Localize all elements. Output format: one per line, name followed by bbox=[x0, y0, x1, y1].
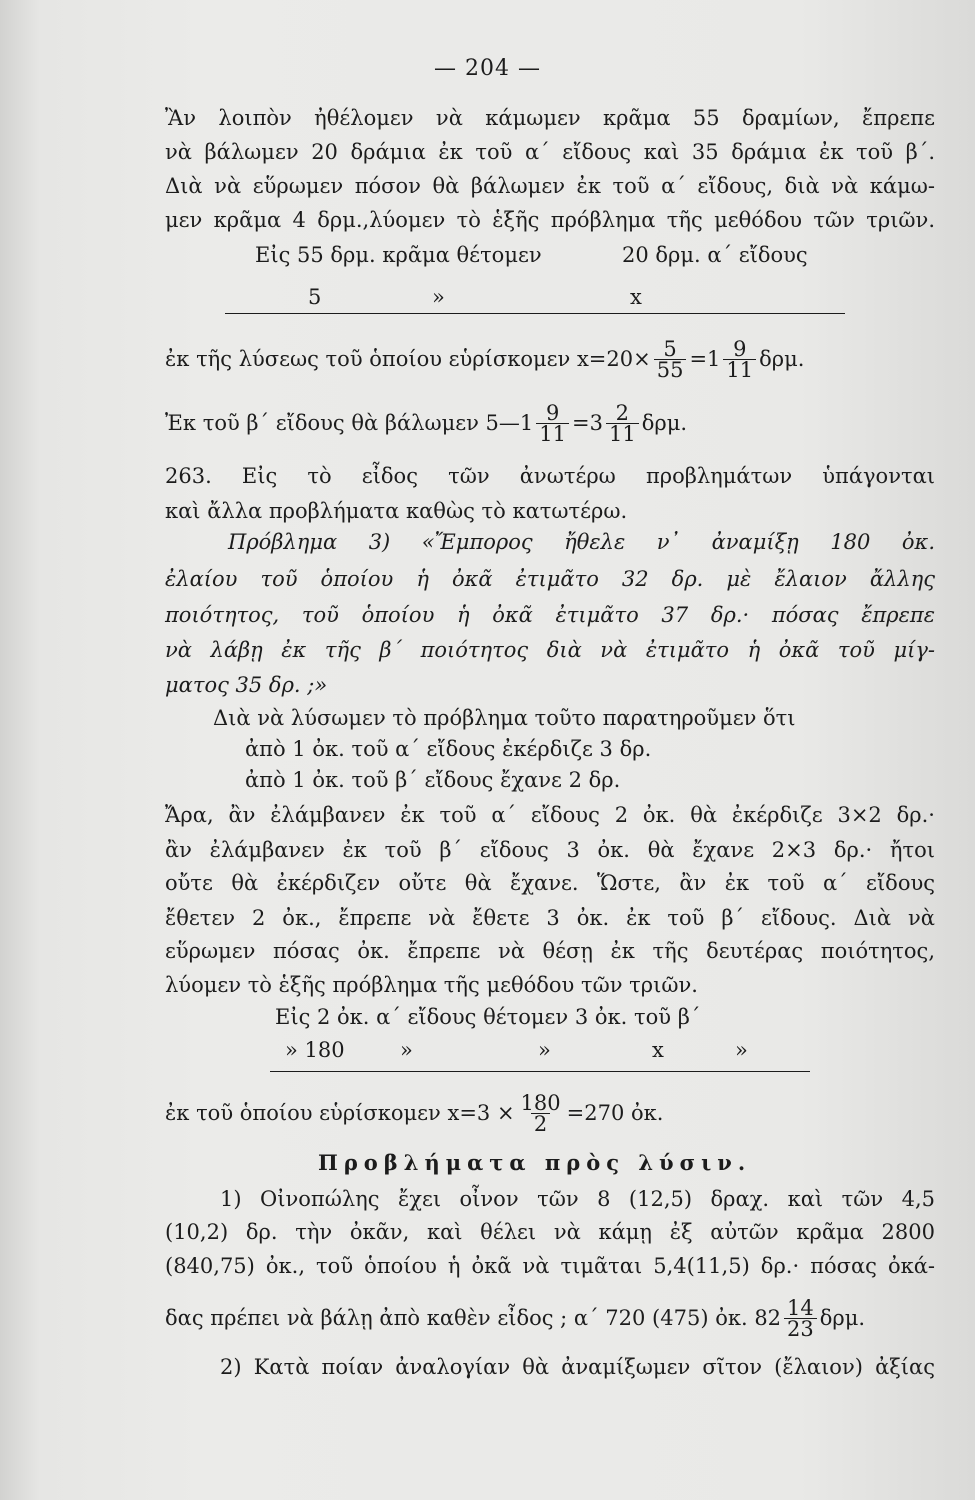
text-line: μεν κρᾶμα 4 δρμ.,λύομεν τὸ ἑξῆς πρόβλημα τῆς μεθόδου τῶν τριῶν. bbox=[165, 208, 935, 232]
fraction bbox=[723, 336, 756, 382]
fraction bbox=[536, 400, 569, 446]
proportion-ditto: » bbox=[432, 285, 445, 309]
exercise-line: (840,75) ὀκ., τοῦ ὁποίου ἡ ὀκᾶ νὰ τιμᾶται 5,4(11,5) δρ.· πόσας ὀκά- bbox=[165, 1254, 935, 1278]
text-line: Διὰ νὰ λύσωμεν τὸ πρόβλημα τοῦτο παρατηροῦμεν ὅτι bbox=[213, 706, 796, 730]
denominator: 2 bbox=[531, 1113, 550, 1134]
text-line: Διὰ νὰ εὕρωμεν πόσον θὰ βάλωμεν ἐκ τοῦ α΄ εἴδους, διὰ νὰ κάμω- bbox=[165, 174, 935, 198]
problem-line: Πρόβλημα 3) «Ἔμπορος ἤθελε ν᾿ ἀναμίξῃ 180 ὀκ. bbox=[228, 530, 935, 554]
unit-text: δρμ. bbox=[819, 1306, 866, 1330]
text-line: νὰ βάλωμεν 20 δράμια ἐκ τοῦ α΄ εἴδους καὶ 35 δράμια ἐκ τοῦ β΄. bbox=[165, 140, 935, 164]
proportion-setup-line: 20 δρμ. α΄ εἴδους bbox=[622, 243, 808, 267]
observation-line: ἀπὸ 1 ὀκ. τοῦ β΄ εἴδους ἔχανε 2 δρ. bbox=[245, 768, 621, 792]
exercise-text: δας πρέπει νὰ βάλῃ ἀπὸ καθὲν εἶδος ; α΄ 720 (475) ὀκ. 82 bbox=[165, 1306, 782, 1330]
denominator: 55 bbox=[654, 359, 687, 380]
text-line: Ἄρα, ἂν ἐλάμβανεν ἐκ τοῦ α΄ εἴδους 2 ὀκ. θὰ ἐκέρδιζε 3×2 δρ.· bbox=[165, 803, 935, 827]
text-line: καὶ ἄλλα προβλήματα καθὼς τὸ κατωτέρω. bbox=[165, 499, 628, 523]
equation-text: ἐκ τῆς λύσεως τοῦ ὁποίου εὑρίσκομεν x=20× bbox=[165, 347, 651, 371]
text-line: Ἂν λοιπὸν ἠθέλομεν νὰ κάμωμεν κρᾶμα 55 δραμίων, ἔπρεπε bbox=[165, 106, 935, 130]
equation-line bbox=[165, 334, 935, 384]
equation-text: =1 bbox=[689, 347, 721, 371]
text-line: λύομεν τὸ ἑξῆς πρόβλημα τῆς μεθόδου τῶν τριῶν. bbox=[165, 973, 698, 997]
observation-line: ἀπὸ 1 ὀκ. τοῦ α΄ εἴδους ἐκέρδιζε 3 δρ. bbox=[245, 737, 652, 761]
exercise-line: 2) Κατὰ ποίαν ἀναλογίαν θὰ ἀναμίξωμεν σῖτον (ἔλαιον) ἀξίας bbox=[220, 1355, 935, 1379]
denominator: 11 bbox=[606, 423, 639, 444]
exercise-line: (10,2) δρ. τὴν ὀκᾶν, καὶ θέλει νὰ κάμῃ ἐξ αὐτῶν κρᾶμα 2800 bbox=[165, 1220, 935, 1244]
exercise-line: 1) Οἰνοπώλης ἔχει οἶνον τῶν 8 (12,5) δραχ. καὶ τῶν 4,5 bbox=[220, 1187, 935, 1211]
text-line: ἔθετεν 2 ὀκ., ἔπρεπε νὰ ἔθετε 3 ὀκ. ἐκ τοῦ β΄ εἴδους. Διὰ νὰ bbox=[165, 906, 935, 930]
text-line: οὔτε θὰ ἐκέρδιζεν οὔτε θὰ ἔχανε. Ὥστε, ἂν ἐκ τοῦ α΄ εἴδους bbox=[165, 871, 935, 895]
proportion-value: 5 bbox=[308, 285, 322, 309]
proportion-setup-line: Εἰς 2 ὀκ. α΄ εἴδους θέτομεν 3 ὀκ. τοῦ β΄ bbox=[275, 1005, 701, 1029]
numerator: 5 bbox=[663, 336, 677, 361]
fraction bbox=[606, 400, 639, 446]
proportion-value: » 180 bbox=[285, 1038, 345, 1062]
numerator: 2 bbox=[615, 400, 630, 425]
problem-line: ἐλαίου τοῦ ὁποίου ἡ ὀκᾶ ἐτιμᾶτο 32 δρ. μὲ ἔλαιον ἄλλης bbox=[165, 567, 935, 591]
section-title: Προβλήματα πρὸς λύσιν. bbox=[318, 1150, 752, 1175]
equation-text: Ἐκ τοῦ β΄ εἴδους θὰ βάλωμεν 5—1 bbox=[165, 411, 534, 435]
text-line: 263. Εἰς τὸ εἶδος τῶν ἀνωτέρω προβλημάτων ὑπάγονται bbox=[165, 464, 935, 488]
proportion-ditto: » bbox=[400, 1038, 413, 1062]
unit-text: δρμ. bbox=[641, 411, 688, 435]
numerator: 9 bbox=[545, 400, 560, 425]
problem-line: νὰ λάβῃ ἐκ τῆς β΄ ποιότητος διὰ νὰ ἐτιμᾶτο ἡ ὀκᾶ τοῦ μίγ- bbox=[165, 638, 935, 662]
proportion-unknown: x bbox=[652, 1038, 664, 1062]
denominator: 23 bbox=[784, 1318, 817, 1339]
page-number: — 204 — bbox=[434, 56, 541, 81]
text-line: εὕρωμεν πόσας ὀκ. ἔπρεπε νὰ θέσῃ ἐκ τῆς δευτέρας ποιότητος, bbox=[165, 939, 935, 963]
proportion-ditto: » bbox=[735, 1038, 748, 1062]
equation-line bbox=[165, 398, 935, 448]
exercise-line bbox=[165, 1290, 935, 1346]
equation-text: =3 bbox=[572, 411, 603, 435]
numerator: 14 bbox=[787, 1295, 814, 1320]
problem-line: ποιότητος, τοῦ ὁποίου ἡ ὀκᾶ ἐτιμᾶτο 37 δρ.· πόσας ἔπρεπε bbox=[165, 603, 935, 627]
denominator: 11 bbox=[536, 423, 569, 444]
proportion-ditto: » bbox=[538, 1038, 551, 1062]
proportion-rule bbox=[270, 1071, 810, 1072]
denominator: 11 bbox=[723, 359, 756, 380]
equation-text: =270 ὀκ. bbox=[566, 1101, 664, 1125]
proportion-unknown: x bbox=[630, 285, 642, 309]
fraction bbox=[654, 336, 687, 382]
proportion-rule bbox=[225, 313, 845, 314]
equation-line bbox=[165, 1086, 935, 1140]
numerator: 9 bbox=[733, 336, 747, 361]
unit-text: δρμ. bbox=[759, 347, 805, 371]
problem-line: ματος 35 δρ. ;» bbox=[165, 673, 328, 697]
proportion-setup-line: Εἰς 55 δρμ. κρᾶμα θέτομεν bbox=[255, 243, 542, 267]
fraction bbox=[518, 1090, 564, 1136]
equation-text: ἐκ τοῦ ὁποίου εὑρίσκομεν x=3 × bbox=[165, 1101, 515, 1125]
text-line: ἂν ἐλάμβανεν ἐκ τοῦ β΄ εἴδους 3 ὀκ. θὰ ἔχανε 2×3 δρ.· ἤτοι bbox=[165, 838, 935, 862]
numerator: 180 bbox=[520, 1090, 561, 1115]
fraction bbox=[784, 1295, 817, 1341]
